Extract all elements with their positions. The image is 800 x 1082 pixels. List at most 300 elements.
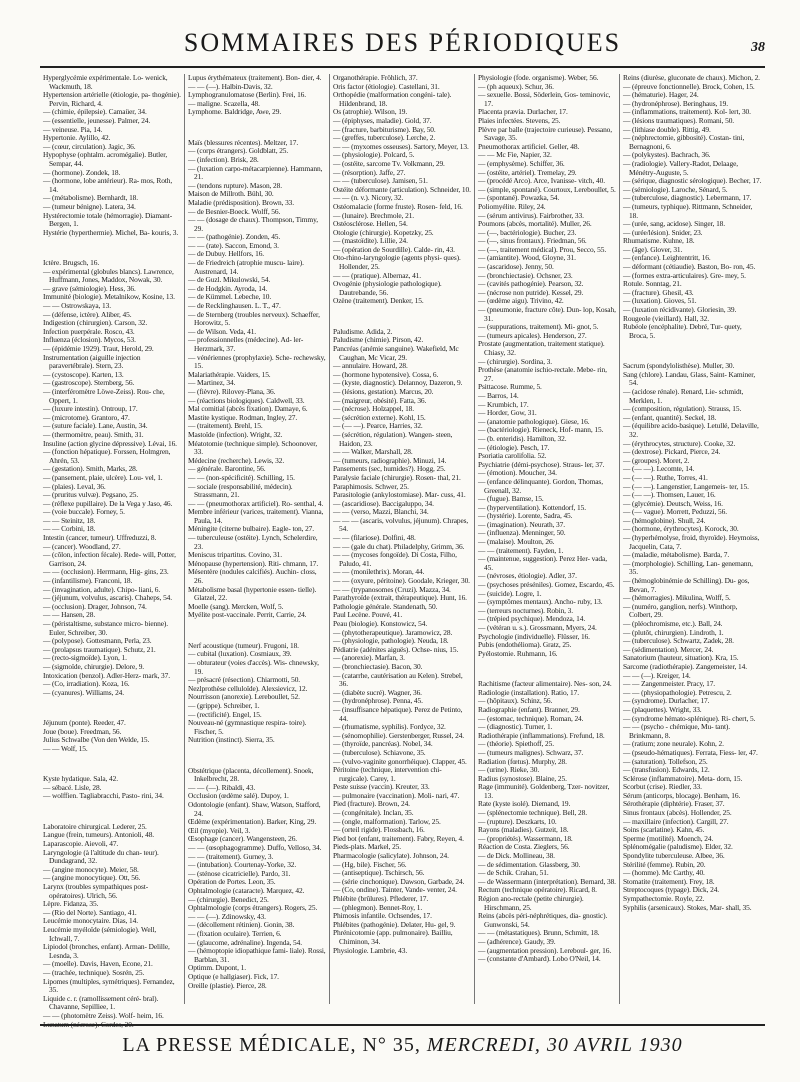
index-entry: Nouveau-né (gymnastique respira- toire). Fischer, 5. [188,718,307,736]
index-entry: Soins (scarlatine). Kahn, 45. [623,825,705,835]
index-entry: — (spontané). Powazka, 54. [478,193,560,203]
index-entry: — (thyroïde, pancréas). Nobel, 34. [333,739,433,749]
index-entry: — (pneumonie, fracture côte). Dun- lop, Kosah, 31. [478,305,616,323]
index-entry: Laparascopie. Aievoli, 47. [43,839,119,849]
section-gap [623,348,762,355]
index-entry: — (réactions biologiques). Caldwell, 33. [188,395,305,405]
index-entry: — de Friedreich (atrophie muscu- laire). Austrenard, 14. [188,258,304,276]
index-entry: Ostéite déformante (articulation). Schneider, 10. [333,184,471,194]
index-entry: — (anorexie). Marfan, 3. [333,653,405,663]
index-entry: — (procédé Arco). Arce, Ivanisse- vitch, 40. [478,176,605,186]
index-entry: — sociale (responsabilité, médecin). Strassmann, 21. [188,481,293,500]
index-entry: — (glaucome, adrénaline). Ingenda, 54. [188,937,302,947]
index-entry: Otologie (chirurgie). Kopetzky, 25. [333,227,434,237]
index-entry: — — Zangenmeister. Pracy, 17. [623,679,716,689]
index-entry: — obturateur (voies d'accès). Wis- chnewsky, 19. [188,657,319,676]
index-entry: Rotule. Sonntag, 21. [623,279,682,289]
index-entry: — (rhumatisme, syphilis). Fordyce, 32. [333,722,446,732]
index-column-3 [330,74,475,1004]
index-entry: — — (n. v.). Nicory, 32. [333,193,404,203]
index-entry: Physiologie (fode. organisme). Weber, 56. [478,73,599,82]
index-entry: — Martinez, 34. [188,378,236,388]
index-entry: — (terreurs nocturnes). Robin, 3. [478,605,574,615]
index-entry: — — (traitement). Gurney, 3. [188,851,274,861]
index-entry: — (influenza). Menninger, 50. [478,528,566,538]
index-entry: Sclérose (inflammatoire). Meta- dorn, 15. [623,773,743,783]
index-entry: — (traitement). Brehl, 15. [188,421,263,431]
index-entry: — (— —). Langenstier, Langemeis- ter, 15. [623,481,749,491]
index-entry: Membre inférieur (varices, traitement). Vianna, Paula, 14. [188,507,324,525]
index-entry: Plaies infectées. Stevens, 25. [478,115,561,125]
index-entry: Pathologie générale. Standenath, 50. [333,601,438,611]
index-entry: — (vulvo-vaginite gonorrhéique). Clapper, 45. [333,756,467,766]
index-column-5 [620,74,765,1004]
index-entry: Sympathectomie. Royle, 22. [623,894,705,903]
index-entry: Scorbut (crise). Riedler, 33. [623,782,702,792]
index-entry: — — (pratique). Albernaz, 41. [333,270,422,280]
index-entry: Radiographie (enfant). Branner, 29. [478,704,580,714]
index-entry: — sexuelle. Bossi, Söderlein, Gos- teminovic, 17. [478,90,611,108]
index-entry: Liquide c. r. (ramollissement céré- bral). Chavanne, Sepilliee, 1. [43,993,159,1012]
index-entry: Métabolisme basal (hypertonie essen- tielle). Glatzel, 22. [188,584,317,603]
index-entry: — (ratium; zone neurale). Kohn, 2. [623,739,724,749]
index-entry: — — (trypanosomes (Cruzi). Mazza, 34. [333,584,451,594]
index-entry: — de sédimentation. Glassberg, 30. [478,859,581,869]
index-entry: — (adhérence). Gaudy, 39. [478,936,556,946]
index-entry: Ictère. Brugsch, 16. [43,258,100,268]
index-entry: — pulmonaire (vaccination). Moli- nari, 47. [333,790,460,800]
index-entry: — — (occlusion). Herrmann, Hig- gins, 23. [43,567,169,577]
index-entry: Œil (myopie). Veil, 3. [188,825,251,835]
index-entry: — (rupture). Deszkarts, 10. [478,816,557,826]
index-entry: Larynx (troubles sympathiques post- opératoires). Ulrich, 56. [43,882,149,900]
index-entry: — (sécrétion, régulation). Wangen- steen, Haidon, 23. [333,429,453,448]
index-entry: — (inflammations, traitement). Kol- lert, 30. [623,107,751,117]
index-entry: Oto-rhino-laryngologie (agents physi- ques). Hollender, 25. [333,253,461,272]
index-entry: Peau (biologie). Konstowicz, 54. [333,619,428,628]
index-entry: — de Besnier-Boeck. Wolff, 56. [188,206,281,216]
index-entry: — (pruritus vulvæ). Pegsano, 25. [43,490,139,500]
index-entry: Peste suisse (vaccin). Kreuter, 33. [333,782,430,792]
index-entry: Région ano-rectale (petite chirurgie). Hirschmann, 25. [478,894,584,912]
page-header [40,18,765,68]
index-entry: — (angine monocytique). Ott, 56. [43,873,141,883]
index-entry: — (tumeurs, radiographie). Minuzi, 14. [333,455,447,465]
index-entry: Intestin (cancer, tumeur). Uffreduzzi, 8. [43,533,157,543]
index-entry: — (luxation). Gioves, 51. [623,296,697,306]
index-entry: — (luxation carpo-métacarpienne). Hammann, 21. [188,163,323,182]
index-entry: — (urine). Rieke, 30. [478,765,540,775]
index-entry: — (réflexe pupillaire). De la Vega y Jaso, 46. [43,498,173,508]
index-entry: — (décollement rétinien). Gonin, 38. [188,920,295,930]
index-entry: — (sécrétion externe). Kohl, 15. [333,412,426,422]
index-entry: — (antiseptique). Tschirsch, 56. [333,868,425,878]
index-entry: Médecine (recherche). Lewis, 32. [188,455,285,465]
index-entry: Pancréas (anémie sanguine). Wakefield, Mc Caughan, Mc Vicar, 29. [333,344,459,362]
section-gap [188,752,326,759]
index-entry: — de Dick. Mollineau, 38. [478,851,555,861]
index-entry: Pubis (endothélioma). Gratz, 25. [478,640,572,650]
index-entry: Langue (frein, tumeurs). Antonioli, 48. [43,830,155,840]
index-entry: — (pansement, plaie, ulcère). Lou- vel, 1. [43,472,163,482]
index-entry: Péritoine (technique, intervention chi- rurgicale). Carey, 1. [333,765,442,783]
index-entry: — (essentielle, jeunesse). Palmer, 24. [43,115,151,125]
index-entry: — de Recklinghausen. L. T., 47. [188,301,281,311]
index-entry: — (étiologie). Pesch, 17. [478,442,550,452]
section-gap [43,761,181,768]
index-entry: Œsophage (cancer). Wangensteen, 26. [188,834,298,844]
index-column-4 [475,74,620,1004]
index-entry: — (tuberculose). Schiavone, 35. [333,747,426,757]
index-entry: Psychiatrie (démi-psychose). Straus- ler, 37. [478,459,605,469]
index-entry: — — (verso, Mazzi, Blanchi, 34. [333,507,429,517]
index-entry: — (fugue). Bamse, 15. [478,494,544,504]
index-entry: Jéjunum (ponte). Reeder, 47. [43,718,126,728]
index-entry: — — (psycho - chémique, Mu- tant). Brinkmann, 8. [623,722,731,740]
index-entry: — (nécrose non putride). Kessel, 29. [478,287,584,297]
index-entry: — (opération de Sourdille). Calde- rin, 43. [333,244,455,254]
index-entry: Kyste hydatique. Sala, 42. [43,774,118,784]
footer-line [40,1034,765,1057]
index-entry: — — (œsophagogramme). Duffo, Velloso, 34. [188,843,322,853]
index-entry: — (— —). Thomsen, Lauer, 16. [623,490,716,500]
index-entry: Hystérie (hyperthermie). Michel, Ba- kouris, 3. [43,227,179,237]
index-entry: — expérimental (globules blancs). Lawrence, Huffmann, Jones, Maddox, Nowak, 30. [43,266,174,285]
index-entry: — — (physiopathologie). Petrescu, 2. [623,687,732,697]
index-entry: Lèpre. Fidanza, 35. [43,899,99,909]
index-entry: — (défense, ictère). Aliber, 45. [43,309,132,319]
index-entry: — (pseudo-hématiques). Ferrata, Fiess- ler, 47. [623,747,758,757]
index-entry: Stomatite (traitement). Frey, 18. [623,876,715,886]
index-entry: — — (gale du chat). Philadelphy, Grimm, 36. [333,541,465,551]
index-entry: — (emphysème). Schiffer, 36. [478,158,565,168]
index-entry: Plèvre par balle (trajectoire curieuse). Pessano, Savage, 35. [478,124,613,143]
index-entry: Rachitisme (facteur alimentaire). Nes- son, 24. [478,679,612,689]
index-entry: — (pléochromisme, etc.). Ball, 24. [623,619,723,628]
index-entry: — (épiphyses, maladie). Gold, 37. [333,115,432,125]
index-entry: Infection puerpérale. Rosco, 43. [43,326,135,336]
index-entry: — (angine monocyte). Meier, 58. [43,864,139,874]
index-entry: — (malaise). Moulton, 26. [478,537,555,547]
index-entry: Œdème (expérimentation). Barker, King, 29. [188,817,317,827]
index-entry: — (hôpitaux). Schinz, 56. [478,696,553,706]
index-entry: — (diagnostic). Turner, 1. [478,722,553,732]
index-entry: — (ph aqueux). Schur, 36. [478,81,554,91]
index-entry: Nourrisson (anorexie). Lereboullet, 52. [188,692,300,702]
index-entry: — sébacé. Lisle, 28. [43,782,102,792]
index-entry: — (kyste, diagnostic). Delannoy, Dazeron, 9. [333,378,463,388]
index-entry: — (ascaridose). Jenny, 50. [478,262,554,272]
index-entry: Rhumatisme. Kuhne, 18. [623,236,695,246]
index-entry: Rate (kyste isolé). Diemand, 19. [478,799,571,809]
index-entry: Sang (chlore). Landau, Glass, Saint- Kaminer, 54. [623,369,756,388]
index-entry: Pansements (sec, humides?). Hogg, 25. [333,464,446,474]
index-entry: — (ongle, malformation). Tarlow, 25. [333,816,441,826]
index-entry: — (voie buccale). Forney, 5. [43,507,125,517]
index-entry: — (jéjunum, volvulus, ascaris). Chaheps, 54. [43,593,173,603]
index-entry: — (constante d'Ambard). Lobo O'Neil, 14. [478,954,601,964]
section-gap [188,627,326,634]
index-entry: Placenta prævia. Durlacher, 17. [478,107,568,117]
index-entry: Oris factor (étiologie). Castellani, 31. [333,81,440,91]
index-entry: — — (pneumothorax artificiel). Ro- senthal, 4. [188,498,324,508]
index-entry: — (saturation). Tollefson, 25. [623,756,708,766]
index-entry: — (lésions, gestation). Marcus, 20. [333,386,434,396]
index-entry: Phimosis infantile. Ochsendes, 17. [333,911,432,921]
index-entry: — (hyperhémolyse, froid, thyroïde). Heymoiss, Jacquelin, Cata, 7. [623,533,760,551]
index-entry: — (âge). Glover, 31. [623,244,683,254]
index-entry: — — (—). Zdinowsky, 43. [188,911,266,921]
index-entry: Radius (synostose). Blaine, 25. [478,773,567,783]
index-entry: — (estomac, technique). Roman, 24. [478,713,584,723]
index-entry: Julius Schwalbe (Von den Welde, 15. [43,735,150,745]
index-entry: — (érythrocytes, structure). Cooke, 32. [623,438,736,448]
index-entry: Parathyroïde (extrait, thérapeutique). Hunt, 16. [333,593,467,603]
section-gap [188,124,326,131]
index-entry: — (luxation récidivante). Gloriesin, 39. [623,305,737,315]
index-entry: — (— —). Pearce, Harries, 32. [333,421,423,431]
index-entry: — de Sternberg (troubles nerveux). Schaeffer, Horowitz, 5. [188,309,320,328]
index-entry: Odontologie (enfant). Shaw, Watson, Stafford, 24. [188,800,321,818]
index-entry: — (fonction hépatique). Forssen, Holmgren, Ahrén, 53. [43,447,171,465]
index-entry: — (série cinchonique). Dawson, Garbade, 24. [333,876,465,886]
index-entry: — (chirurgie). Benedict, 25. [188,894,269,904]
index-entry: — (hormone hypotensive). Cossa, 6. [333,369,439,379]
index-entry: — (maladie, métabolisme). Barda, 7. [623,550,730,560]
index-entry: — (diabète sucré). Wagner, 36. [333,687,422,697]
index-entry: — (ostéite, artériel). Tremelay, 29. [478,167,577,177]
index-entry: — (lunaire). Brechmole, 21. [333,210,415,220]
index-entry: Opération de Portes. Leon, 35. [188,877,276,887]
index-entry: — de Wilson. Veda, 41. [188,326,257,336]
index-entry: — (maintenue, suggestion). Perez Her- vada, 45. [478,554,607,572]
index-entry: Lipiodol (bronches, enfant). Arman- Delille, Lesnda, 3. [43,942,170,960]
index-entry: — (chirurgie). Sordina, 3. [478,356,553,366]
index-entry: Leucémie monocytaire. Dias, 14. [43,916,138,926]
index-entry: Mastite kystique. Rodman, Ingley, 27. [188,412,298,422]
index-entry: Intoxication (benzol). Adler-Herz- mark, 37. [43,670,170,680]
index-entry: Ozène (traitement). Denker, 15. [333,296,424,306]
index-entry: Influenza (éclosion). Mycos, 53. [43,335,136,345]
index-entry: Maladie (prédisposition). Brown, 33. [188,197,295,207]
index-entry: — annulaire. Howard, 28. [333,361,408,371]
index-entry: Ostéosclérose. Hellen, 54. [333,219,408,229]
index-entry: — — (—). Halbin-Davis, 32. [188,81,273,91]
index-entry: — (lithiase double). Rittig, 49. [623,124,711,134]
index-entry: — déformant (cétiaudie). Baston, Bo- ron, 45. [623,262,756,272]
index-entry: — — Walker, Marshall, 28. [333,447,413,457]
index-entry: — (bronchiectasie). Bacon, 30. [333,661,423,671]
index-entry: — (urée, sang, acidose). Singer, 18. [623,219,726,229]
index-entry: — (insuffisance hépatique). Perez de Petinto, 44. [333,704,463,723]
index-entry: Optique (e hallgiaser). Fick, 17. [188,971,279,981]
index-entry: — (tuberculose). Schwartz, Zadek, 28. [623,636,734,646]
index-entry: Optimm. Dupont, 1. [188,963,246,973]
page-footer [40,1024,765,1066]
index-entry: — (sénomophilie). Gerstenberger, Russel, 24. [333,730,465,740]
index-entry: — — (pathogénie). Zonden, 45. [188,232,281,242]
index-entry: Phrénicotomie (app. pulmonaire). Bailliu, Chiminon, 34. [333,928,453,946]
index-entry: — (enfant, quantité). Seckel, 18. [623,412,717,422]
index-entry: Laboratoire chirurgical. Lederer, 25. [43,821,147,831]
index-entry: Occlusion (œdème salé). Dupoy, 1. [188,791,289,801]
index-entry: Pied bot (enfant, traitement). Fabry, Reyen, 4. [333,833,464,843]
index-entry: — (hématurie). Hager, 24. [623,90,699,100]
index-entry: — (plaquettes). Wright, 33. [623,704,702,714]
index-entry: Rayons (maladies). Gutzeit, 18. [478,825,569,835]
index-entry: — (rectificité). Engel, 15. [188,709,262,719]
index-entry: — (gastroscope). Sternberg, 56. [43,378,135,388]
index-entry: Immunité (biologie). Metalnikow, Kosine, 13. [43,292,175,302]
index-entry: — (théorie). Spiethoff, 25. [478,739,554,749]
index-entry: — (chimie, épilepsie). Camaüer, 34. [43,107,147,117]
index-entry: — (œdème aigu). Trivino, 42. [478,296,564,306]
index-entry: Lipomes (multiples, symétriques). Fernandez, 35. [43,976,175,995]
index-entry: Ophtalmologie (cataracte). Marquez, 42. [188,886,305,895]
index-entry: Pied (fracture). Brown, 24. [333,799,410,809]
index-entry: — de Dubuy. Hellfors, 16. [188,249,265,259]
index-entry: Phlébite (brûlures). Pflederer, 17. [333,894,429,903]
index-entry: — cubital (luxation). Cosmiaux, 39. [188,649,292,659]
index-entry: — (tendons rupture). Mason, 28. [188,180,282,190]
index-entry: Pédiatrie (adénites aiguës). Ochse- nius, 15. [333,644,459,654]
index-entry: — Krumbich, 17. [478,399,529,409]
index-entry: Pyélostomie. Ruhmann, 16. [478,648,558,658]
publication-date: MERCREDI, 30 AVRIL 1930 [426,1034,683,1056]
index-entry: Sanatorium (hauteur, situation). Kra, 15. [623,653,739,663]
index-entry: Ménopause (hypertension). Riti- chmann, 17. [188,558,319,568]
index-entry: Paul Lecène. Pouvé, 41. [333,610,403,620]
index-entry: — (métabolisme). Bernhardt, 18. [43,193,139,203]
index-entry: Sérothérapie (diphtérie). Fraser, 37. [623,799,725,809]
index-entry: Organothérapie. Fröhlich, 37. [333,73,418,82]
index-entry: — (plutôt, chirurgien). Lindroth, 1. [623,627,724,637]
index-entry: — (tumeurs apicales). Henderson, 27. [478,330,587,340]
index-entry: — (thermomètre, peau). Smith, 31. [43,429,144,439]
index-entry: Ovogénie (physiologie pathologique). Dautrebande, 56. [333,279,442,297]
index-column-2 [185,74,330,1004]
index-entry: Radiologie (installation). Ratio, 17. [478,687,579,697]
index-entry: — (ascaridiose). Baccigaluppo, 34. [333,498,434,508]
index-entry: Lupus érythémateux (traitement). Bon- dier, 4. [188,73,322,82]
index-entry: — (maigreur, obésité). Fatta, 36. [333,395,427,405]
index-entry: Méatotomie (technique simple). Schoonover, 33. [188,438,318,457]
index-entry: Mastoïde (infection). Wright, 32. [188,429,283,439]
index-entry: — (ostéite, sarcome Tv. Volkmann, 29. [333,158,445,168]
index-entry: Psoriatia carolifolia. 52. [478,451,547,461]
index-entry: Lymphogranulomatose (Berlin). Frei, 16. [188,90,307,100]
index-entry: — — (oxyure, péritoine). Goodale, Krieger, 30. [333,576,470,586]
index-entry: — (sémiologie). Laroche, Sénard, 5. [623,184,728,194]
page-number: 38 [751,40,765,55]
index-entry: — (suture faciale). Lane, Austin, 34. [43,421,148,431]
index-entry: — (composition, régulation). Strauss, 15. [623,404,742,414]
index-entry: — — Steinitz, 18. [43,515,96,525]
index-entry: — (mastoïdite). Lillie, 24. [333,236,408,246]
index-entry: — (prolapsus traumatique). Schutz, 21. [43,644,156,654]
index-entry: — — Ostrowskaya, 13. [43,301,111,311]
index-entry: — (hyperventilation). Kottendorf, 15. [478,502,586,512]
index-entry: — (— —). Ruthe, Torres, 41. [623,472,708,482]
index-entry: — (péristaltisme, substance micro- bienne). Euler, Schreiber, 30. [43,619,168,637]
index-entry: Laryngologie (à l'altitude du chan- teur). Dundagrand, 32. [43,847,159,866]
index-entry: — (radiologie). Vallery-Radot, Delaage, Ménétry-Auguste, 5. [623,158,738,177]
index-entry: — (cavités pathogénie). Pearson, 32. [478,279,584,289]
index-entry: — (suicide). Logre, 1. [478,588,542,598]
index-entry: — (hormone, lobe antérieur). Ra- mos, Roth, 14. [43,176,173,194]
index-entry: — (tumeurs malignes). Schwarz, 37. [478,747,584,757]
index-entry: — (enfance délinquante). Gordon, Thomas, Greenall, 32. [478,476,603,495]
index-entry: Reins (diurèse, gluconate de chaux). Michon, 2. [623,73,760,82]
index-entry: — (— —). Lecomte, 14. [623,464,695,474]
index-entry: — (phlegmon). Bennet-Roy, 1. [333,902,423,912]
index-entry: — (fracture). Ghesil, 43. [623,287,694,297]
index-entry: — (catarrhe, cautérisation au Kelen). Strebel, 36. [333,670,463,689]
index-entry: — — Mc Fie, Napier, 32. [478,150,552,160]
index-entry: — (—, sinus frontaux). Friedman, 56. [478,236,587,246]
index-entry: Parasitologie (ankylostomiase). Mar- cuss, 41. [333,490,466,500]
index-entry: — (polypose). Gottesmann, Perla, 23. [43,636,152,646]
index-entry: — (luxure intestin). Ontroup, 17. [43,404,138,414]
index-entry: Nerf acoustique (tumeur). Frugoni, 18. [188,640,299,650]
index-entry: — (fixation oculaire). Terrien, 6. [188,928,282,938]
index-entry: — (équilibre acido-basique). Letullé, Delaville, 32. [623,421,759,439]
index-entry: — (tumeur bénigne). Latera, 34. [43,201,136,211]
index-entry: — (imagination). Neurath, 37. [478,519,565,529]
index-entry: — (amiantite). Wood, Gloyne, 31. [478,253,576,263]
index-entry: Paraphimosis. Schwer, 25. [333,481,409,491]
index-entry: Stérilité (femme). Rubin, 20. [623,859,706,869]
index-entry: Spondylite tuberculeuse. Albee, 36. [623,851,725,861]
index-entry: — (sigmoïde, chirurgie). Delore, 9. [43,661,145,671]
index-entry: Paludisme. Adida, 2. [333,326,393,336]
index-entry: — — (métastatiques). Brunn, Schmitt, 18. [478,928,600,938]
index-entry: Hypertonie. Aylillo, 42. [43,133,111,143]
index-entry: — de Wassermann (interprétation). Bernard, 38. [478,876,616,886]
index-entry: — — (—). Kreiger, 14. [623,670,691,680]
index-entry: Leucémie myéloïde (sémiologie). Well, Ichwall, 7. [43,924,157,943]
index-entry: — (—, traitement médical). Prou, Secco, 55. [478,244,607,254]
index-entry: Paludisme (chimie). Pirson, 42. [333,335,424,345]
section-gap [43,808,181,815]
index-entry: — (cancer). Woodland, 27. [43,541,121,551]
index-entry: — (— vague). Morrett, Peduzzi, 56. [623,507,727,517]
index-entry: Prothèse (anatomie ischio-rectale. Mebe- rin, 27. [478,365,607,383]
index-entry: — (invagination, adulte). Chipo- liani, 6. [43,584,161,594]
index-entry: — (suppurations, traitement). Mi- gnot, 5. [478,322,599,332]
index-entry: Reins (abcès péri-néphrétiques, dia- gnostic). Gunwonski, 54. [478,911,608,929]
index-entry: — maxillaire (infection). Cargill, 27. [623,816,729,826]
index-entry: — (numéro, ganglion, nerfs). Winthorp, Colbert, 29. [623,601,738,620]
index-entry: — (sédimentation). Mercer, 24. [623,644,714,654]
index-entry: — — (dosage de chaux). Thompson, Timmy, 29. [188,215,318,233]
index-entry: Pieds-plats. Markel, 25. [333,842,402,852]
index-entry: Obstétrique (placenta, décollement). Snoek, Inkelbrecht, 28. [188,765,314,784]
index-entry: Hyperglycémie expérimentale. Lo- wenick, Wackmuth, 18. [43,73,168,91]
index-entry: Indigestion (chirurgien). Carson, 32. [43,318,148,328]
index-entry: — (acidose rénale). Renard, Lie- schmidt, Merklen, 1. [623,386,744,405]
index-entry: Hypophyse (ophtalm. acromégalie). Butler, Sempar, 44. [43,150,168,168]
index-entry: Myélite post-vaccinale. Perrit, Carrie, 24. [188,610,307,620]
index-entry: Meniscus tripartitus. Covino, 31. [188,550,283,560]
index-entry: — (anatomie pathologique). Giese, 16. [478,416,590,426]
index-entry: — (syndrome hémato-splénique). Ri- chert, 5. [623,713,756,723]
index-entry: — (dextrose). Pickard, Pierce, 24. [623,447,721,457]
section-gap [478,666,616,673]
index-entry: — (lésions traumatiques). Romani, 50. [623,115,735,125]
index-entry: Os (atrophie). Wilson, 19. [333,107,408,117]
index-entry: — (sérum antivirus). Fairbrother, 33. [478,210,584,220]
